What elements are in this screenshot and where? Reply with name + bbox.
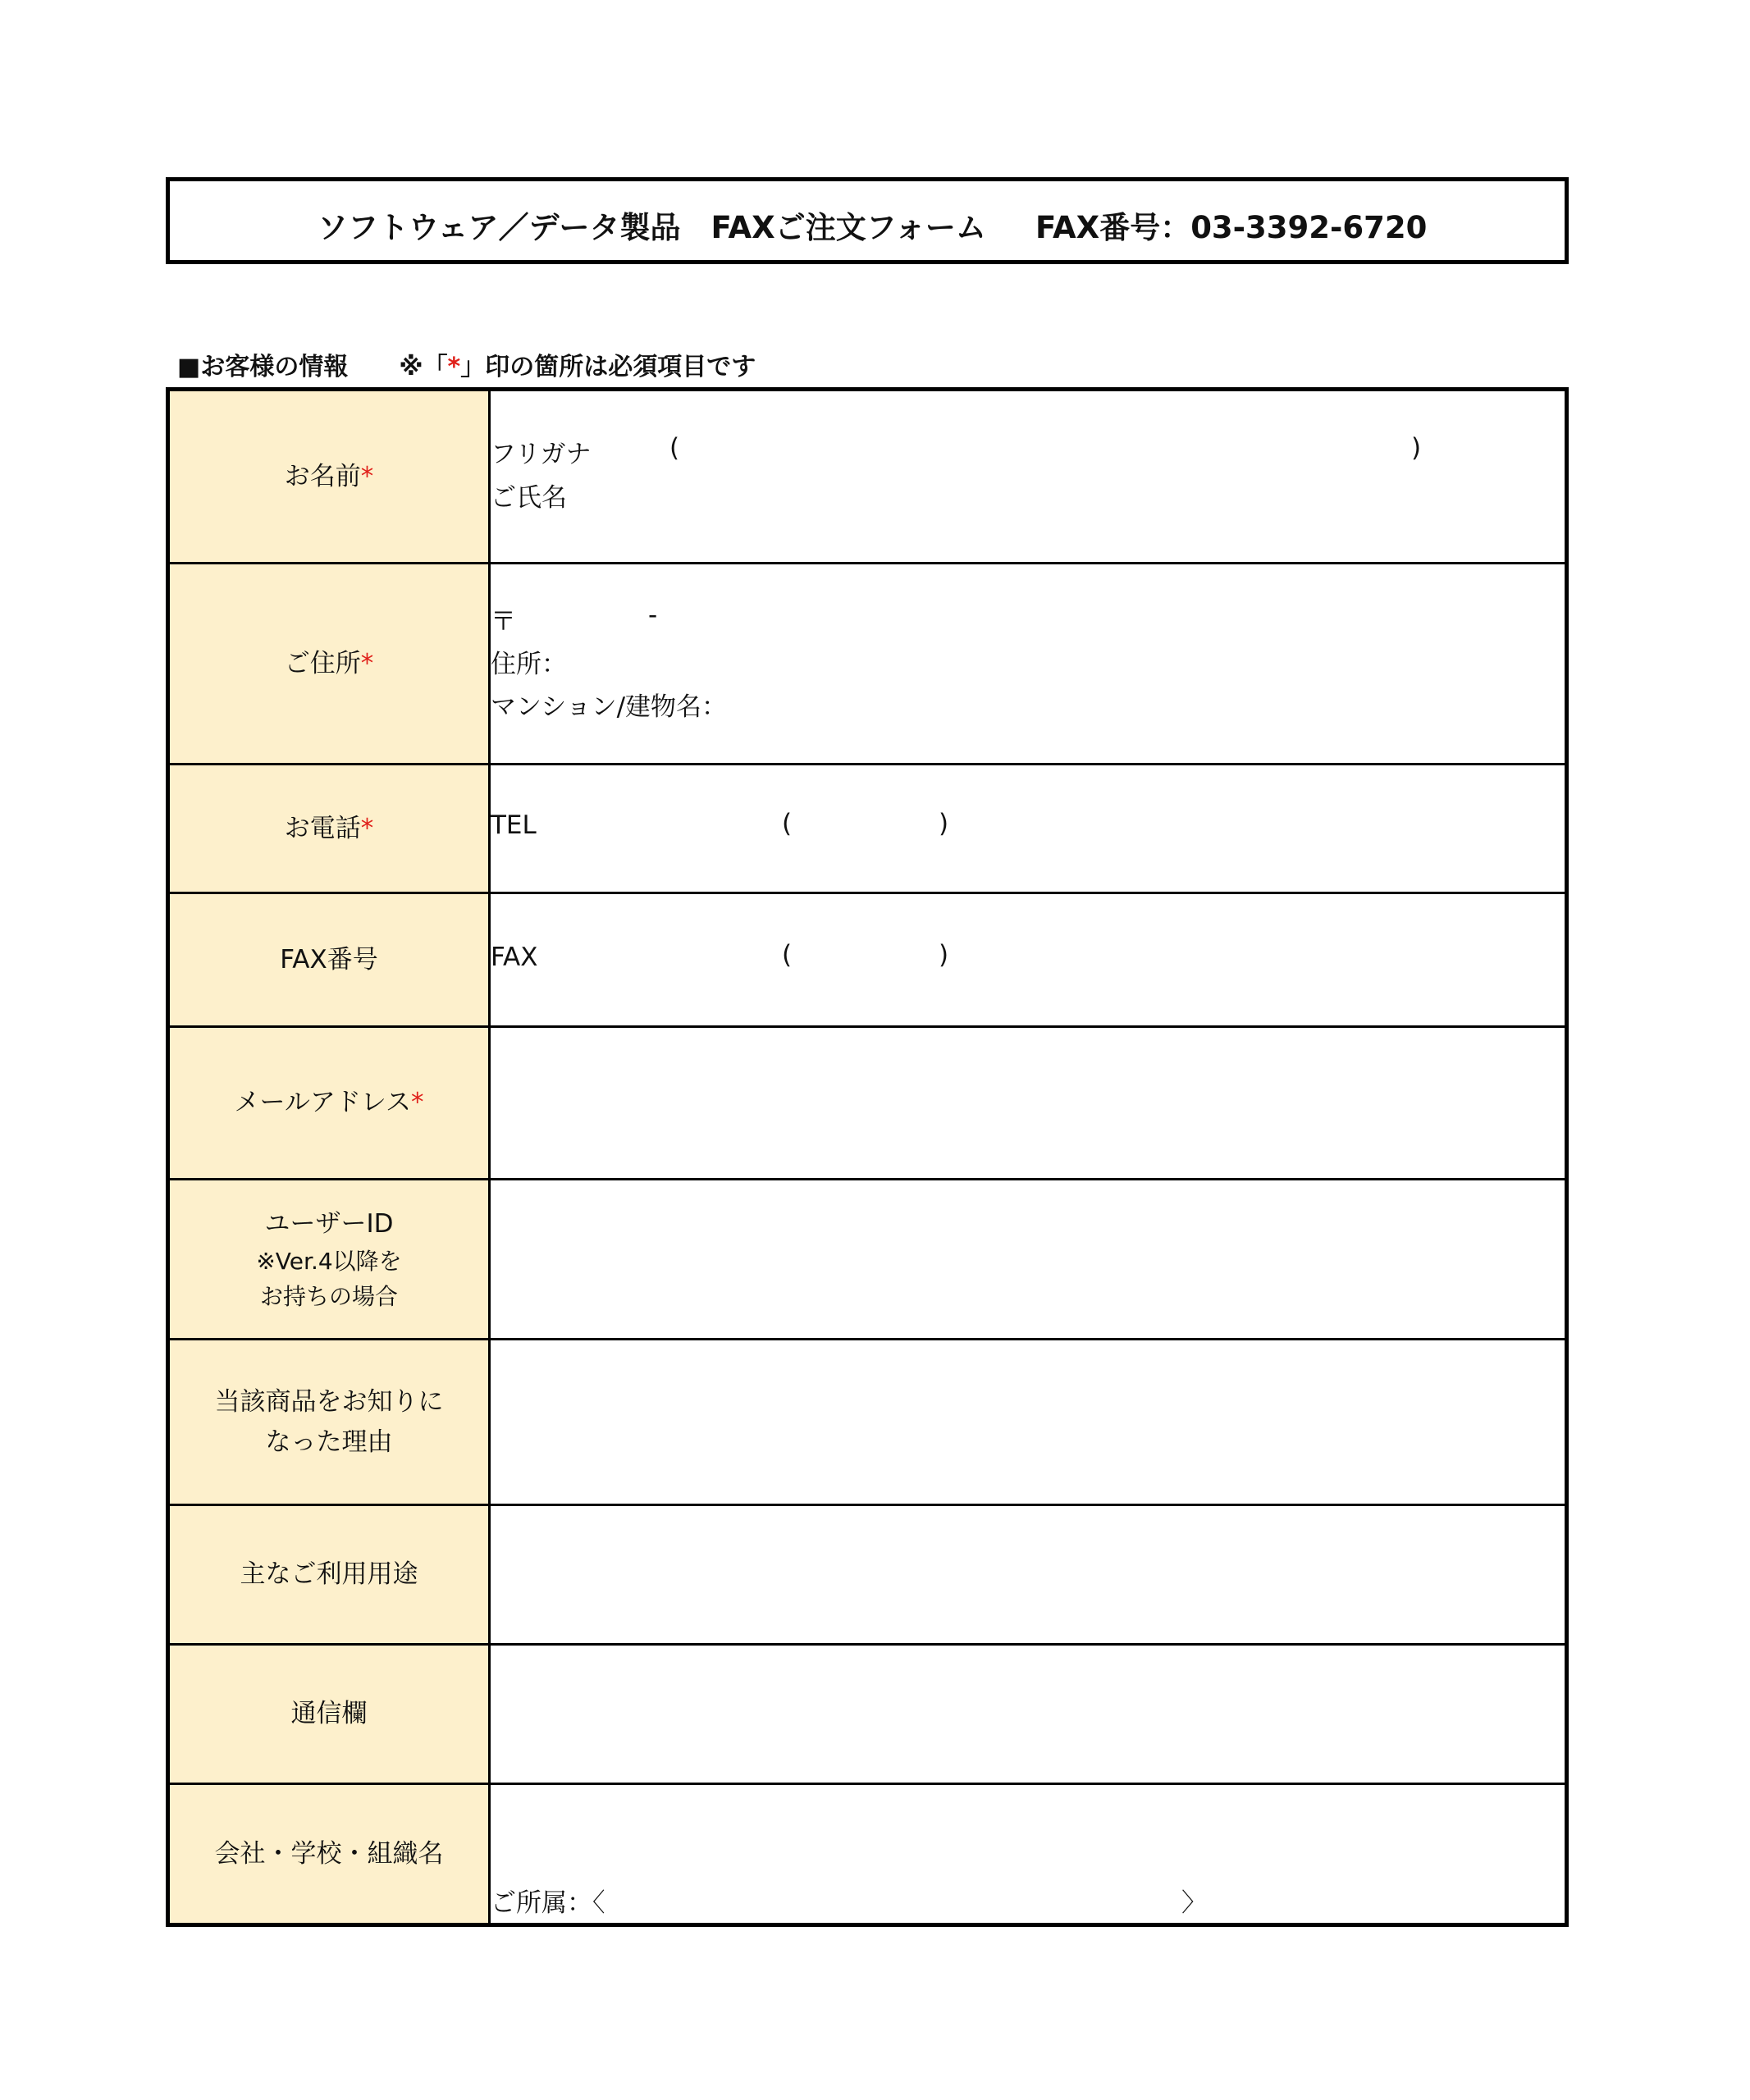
address-label: 住所：	[491, 650, 567, 679]
user-id-note-2: お持ちの場合	[259, 1283, 398, 1311]
required-mark: *	[360, 648, 374, 678]
label-email: メールアドレス*	[168, 1027, 490, 1180]
dept-close: 〉	[1181, 1888, 1207, 1918]
customer-info-table	[166, 387, 1569, 1927]
required-note-mark: *	[447, 353, 461, 381]
fax-field[interactable]	[490, 893, 1567, 1027]
row-fax	[168, 893, 1567, 1027]
phone-field[interactable]	[490, 765, 1567, 893]
furigana-label: フリガナ	[491, 440, 592, 469]
section-title: お客様の情報	[200, 353, 349, 381]
furigana-paren-open: (	[669, 433, 680, 463]
fax-paren-open: (	[782, 940, 793, 970]
form-title: ソフトウェア／データ製品 FAXご注文フォーム	[318, 210, 986, 245]
label-user-id: ユーザーID ※Ver.4以降を お持ちの場合	[168, 1180, 490, 1340]
required-note-suffix: 」印の箇所は必須項目です	[460, 353, 756, 381]
email-field[interactable]	[490, 1027, 1567, 1180]
postal-dash: -	[648, 600, 658, 630]
label-referral: 当該商品をお知りに なった理由	[168, 1340, 490, 1505]
label-organization: 会社・学校・組織名	[168, 1784, 490, 1925]
row-name	[168, 390, 1567, 564]
label-name: お名前*	[168, 390, 490, 564]
label-phone: お電話*	[168, 765, 490, 893]
row-message	[168, 1645, 1567, 1784]
fax-label: FAX	[491, 943, 538, 972]
required-note-prefix: ※「	[399, 353, 448, 381]
label-address: ご住所*	[168, 564, 490, 765]
required-mark: *	[360, 461, 374, 491]
fax-paren-close: )	[939, 940, 949, 970]
label-message: 通信欄	[168, 1645, 490, 1784]
row-referral	[168, 1340, 1567, 1505]
address-field[interactable]	[490, 564, 1567, 765]
row-organization	[168, 1784, 1567, 1925]
organization-field[interactable]	[490, 1784, 1567, 1925]
row-user-id	[168, 1180, 1567, 1340]
user-id-note-1: ※Ver.4以降を	[256, 1247, 402, 1275]
required-mark: *	[410, 1088, 424, 1118]
fax-number: FAX番号：03-3392-6720	[1035, 210, 1428, 245]
postal-mark: 〒	[491, 607, 516, 637]
tel-paren-close: )	[939, 809, 949, 838]
section-heading	[177, 346, 756, 382]
square-bullet-icon: ■	[177, 353, 201, 381]
label-fax: FAX番号	[168, 893, 490, 1027]
building-label: マンション/建物名：	[491, 692, 728, 722]
user-id-field[interactable]	[490, 1180, 1567, 1340]
row-phone	[168, 765, 1567, 893]
tel-label: TEL	[491, 810, 537, 840]
label-usage: 主なご利用用途	[168, 1505, 490, 1645]
furigana-paren-close: )	[1411, 433, 1422, 463]
row-address	[168, 564, 1567, 765]
required-mark: *	[360, 813, 374, 843]
referral-field[interactable]	[490, 1340, 1567, 1505]
form-title-box	[166, 177, 1569, 264]
row-usage	[168, 1505, 1567, 1645]
message-field[interactable]	[490, 1645, 1567, 1784]
dept-label: ご所属：〈	[491, 1888, 605, 1918]
row-email	[168, 1027, 1567, 1180]
full-name-label: ご氏名	[491, 483, 567, 513]
usage-field[interactable]	[490, 1505, 1567, 1645]
tel-paren-open: (	[782, 809, 793, 838]
name-field[interactable]	[490, 390, 1567, 564]
